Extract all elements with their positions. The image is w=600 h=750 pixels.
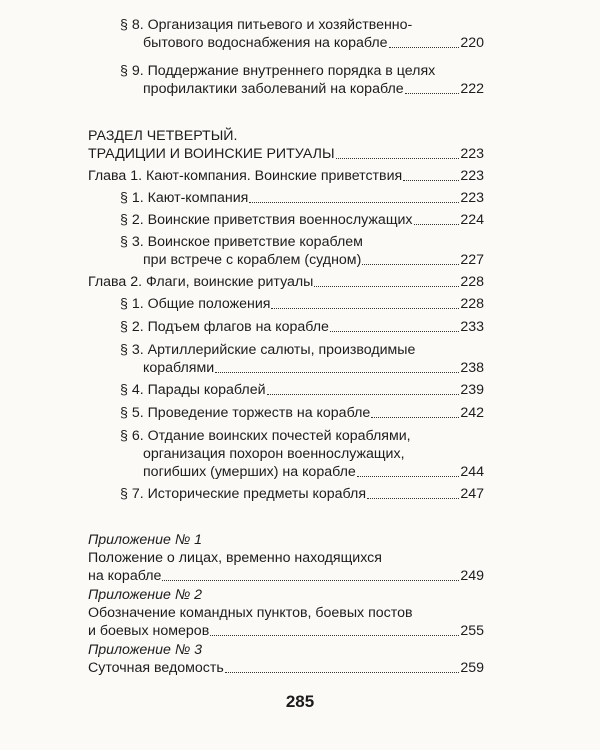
leader-dots (249, 202, 459, 203)
toc-page-number: 223 (460, 168, 484, 184)
chapter-title: Глава 1. Кают-компания. Воинские приветствия (88, 168, 403, 184)
toc-page-number: 223 (460, 190, 484, 206)
leader-dots (330, 331, 459, 332)
leader-dots (162, 580, 459, 581)
toc-entry-text: § 2. Подъем флагов на корабле (120, 319, 329, 335)
toc-entry-text: § 1. Кают-компания (120, 190, 249, 206)
toc-page-number: 255 (460, 623, 484, 639)
leader-dots (405, 93, 460, 94)
toc-entry-text: профилактики заболеваний на корабле (143, 81, 404, 97)
toc-entry[interactable] (120, 404, 484, 422)
leader-dots (336, 158, 460, 159)
leader-dots (210, 635, 459, 636)
toc-entry-line: § 6. Отдание воинских почестей кораблями, (120, 428, 411, 444)
leader-dots (271, 308, 459, 309)
toc-page-number: 239 (460, 382, 484, 398)
toc-entry[interactable] (120, 189, 484, 207)
leader-dots (267, 394, 460, 395)
toc-entry-text: при встрече с кораблем (судном) (143, 252, 362, 268)
toc-page-number: 247 (460, 486, 484, 502)
toc-entry-text: на корабле (88, 568, 162, 584)
leader-dots (362, 264, 459, 265)
toc-page-number: 228 (460, 296, 484, 312)
toc-entry-line: § 3. Воинское приветствие кораблем (120, 234, 363, 250)
toc-page-number: 228 (460, 274, 484, 290)
toc-page-number: 249 (460, 568, 484, 584)
toc-entry-chapter[interactable] (88, 167, 484, 185)
toc-entry[interactable] (120, 381, 484, 399)
toc-page-number: 220 (460, 35, 484, 51)
toc-entry-text: § 7. Исторические предметы корабля (120, 486, 367, 502)
toc-page-number: 223 (460, 146, 484, 162)
toc-entry-text: погибших (умерших) на корабле (143, 464, 356, 480)
toc-page-number: 244 (460, 464, 484, 480)
leader-dots (389, 47, 460, 48)
toc-entry-line: Положение о лицах, временно находящихся (88, 550, 382, 566)
toc-entry[interactable] (143, 34, 484, 52)
leader-dots (314, 286, 459, 287)
leader-dots (225, 672, 460, 673)
toc-entry-appendix[interactable] (88, 567, 484, 585)
toc-entry-appendix[interactable] (88, 622, 484, 640)
toc-entry-text: § 2. Воинские приветствия военнослужащих (120, 212, 413, 228)
toc-entry[interactable] (143, 359, 484, 377)
page-number: 285 (285, 692, 315, 711)
toc-entry[interactable] (143, 463, 484, 481)
toc-page-number: 224 (460, 212, 484, 228)
toc-entry-line: § 9. Поддержание внутреннего порядка в целях (120, 63, 436, 79)
toc-entry-text: бытового водоснабжения на корабле (143, 35, 388, 51)
toc-entry-line: § 3. Артиллерийские салюты, производимые (120, 342, 416, 358)
toc-page-number: 227 (460, 252, 484, 268)
toc-entry[interactable] (120, 485, 484, 503)
toc-page-number: 233 (460, 319, 484, 335)
toc-entry-line: § 8. Организация питьевого и хозяйственно- (120, 17, 413, 33)
toc-entry-text: § 4. Парады кораблей (120, 382, 266, 398)
toc-page-number: 259 (460, 660, 484, 676)
leader-dots (403, 180, 459, 181)
toc-page-number: 222 (460, 81, 484, 97)
toc-entry[interactable] (143, 80, 484, 98)
toc-entry[interactable] (120, 318, 484, 336)
chapter-title: Глава 2. Флаги, воинские ритуалы (88, 274, 314, 290)
toc-entry[interactable] (120, 211, 484, 229)
section-subtitle: ТРАДИЦИИ И ВОИНСКИЕ РИТУАЛЫ (88, 146, 335, 162)
leader-dots (414, 224, 460, 225)
toc-entry-chapter[interactable] (88, 273, 484, 291)
toc-entry-section[interactable] (88, 145, 484, 163)
toc-page-number: 238 (460, 360, 484, 376)
toc-entry-appendix[interactable] (88, 659, 484, 677)
section-title: РАЗДЕЛ ЧЕТВЕРТЫЙ. (88, 128, 238, 144)
leader-dots (357, 476, 460, 477)
toc-entry-text: кораблями (143, 360, 215, 376)
toc-entry-text: и боевых номеров (88, 623, 210, 639)
toc-entry-text: Суточная ведомость (88, 660, 224, 676)
toc-entry-line: Обозначение командных пунктов, боевых постов (88, 605, 413, 621)
toc-entry-text: § 1. Общие положения (120, 296, 271, 312)
toc-entry[interactable] (120, 295, 484, 313)
toc-page-number: 242 (460, 405, 484, 421)
appendix-label: Приложение № 1 (88, 532, 203, 548)
leader-dots (367, 498, 459, 499)
appendix-label: Приложение № 3 (88, 642, 203, 658)
toc-entry-line: организация похорон военнослужащих, (143, 446, 405, 462)
leader-dots (215, 372, 459, 373)
toc-entry-text: § 5. Проведение торжеств на корабле (120, 405, 371, 421)
leader-dots (371, 417, 459, 418)
appendix-label: Приложение № 2 (88, 587, 203, 603)
toc-entry[interactable] (143, 251, 484, 269)
